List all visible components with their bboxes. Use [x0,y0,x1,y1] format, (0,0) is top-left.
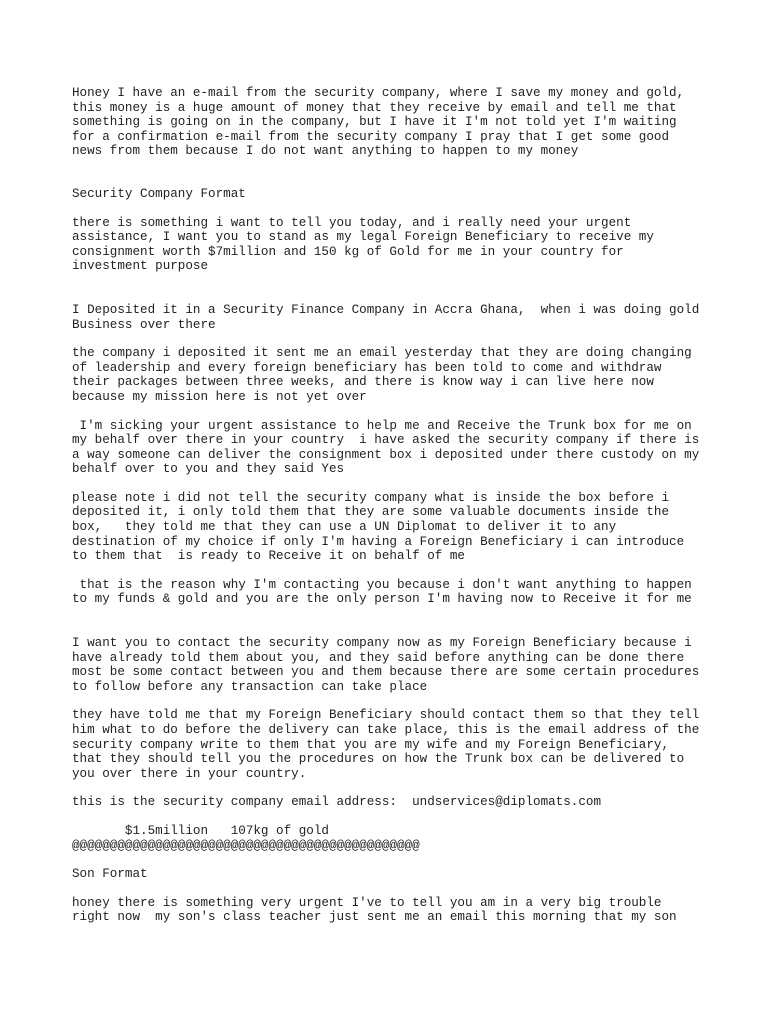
paragraph-box-contents: please note i did not tell the security company what is inside the box before i deposited it, i only told them that they are some valuable documents inside the box, they told me that they can use a UN Diplomat to deliver it to any destination of my choice if only I'm having a Foreign Beneficiary i can introduce to them that is ready to Receive it on behalf of me [72,490,685,564]
paragraph-beneficiary-instructions: they have told me that my Foreign Beneficiary should contact them so that they tell him what to do before the delivery can take place, this is the email address of the security company write to them that you are my wife and my Foreign Beneficiary, that they should tell you the procedures on how the Trunk box can be delivered to you over there in your country. [72,708,700,781]
paragraph-leadership-change: the company i deposited it sent me an email yesterday that they are doing changing of leadership and every foreign beneficiary has been told to come and withdraw their packages between three weeks, and there is know way i can live here now because my mission here is not yet over [72,346,692,404]
paragraph-urgent-assistance: there is something i want to tell you today, and i really need your urgent assistance, I want you to stand as my legal Foreign Beneficiary to receive my consignment worth $7million and 150 kg of Gold for me in your country for investment purpose [72,215,654,274]
paragraph-email-address: this is the security company email address: undservices@diplomats.com [72,795,602,810]
paragraph-son-trouble: honey there is something very urgent I've to tell you am in a very big trouble right now my son's class teacher just sent me an email this morning that my son [72,895,677,925]
paragraph-deposit-location: I Deposited it in a Security Finance Company in Accra Ghana, when i was doing gold Business over there [72,302,700,332]
paragraph-intro: Honey I have an e-mail from the security company, where I save my money and gold, this money is a huge amount of money that they receive by email and tell me that something is going on in the company, but I have it I'm not told yet I'm waiting for a confirmation e-mail from the security company I pray that I get some good news from them because I do not want anything to happen to my money [72,86,685,159]
heading-son-format: Son Format [72,867,148,882]
heading-security-company-format: Security Company Format [72,186,246,201]
paragraph-trunk-box-request: I'm sicking your urgent assistance to help me and Receive the Trunk box for me on my behalf over there in your country i have asked the security company if there is a way someone can deliver the consignment box i deposited under there custody on my behalf over to you and they said Yes [72,418,700,477]
paragraph-contact-security: I want you to contact the security company now as my Foreign Beneficiary because i have already told them about you, and they said before anything can be done there most be some contact between you and them because there are some certain procedures to follow before any transaction can take place [72,636,700,694]
paragraph-reason-contact: that is the reason why I'm contacting you because i don't want anything to happen to my funds & gold and you are the only person I'm having now to Receive it for me [72,577,692,607]
paragraph-amount-separator: $1.5million 107kg of gold @@@@@@@@@@@@@@@@@@@@@@@@@@@@@@@@@@@@@@@@@@@@@@ [72,823,420,853]
document-body [72,86,712,925]
